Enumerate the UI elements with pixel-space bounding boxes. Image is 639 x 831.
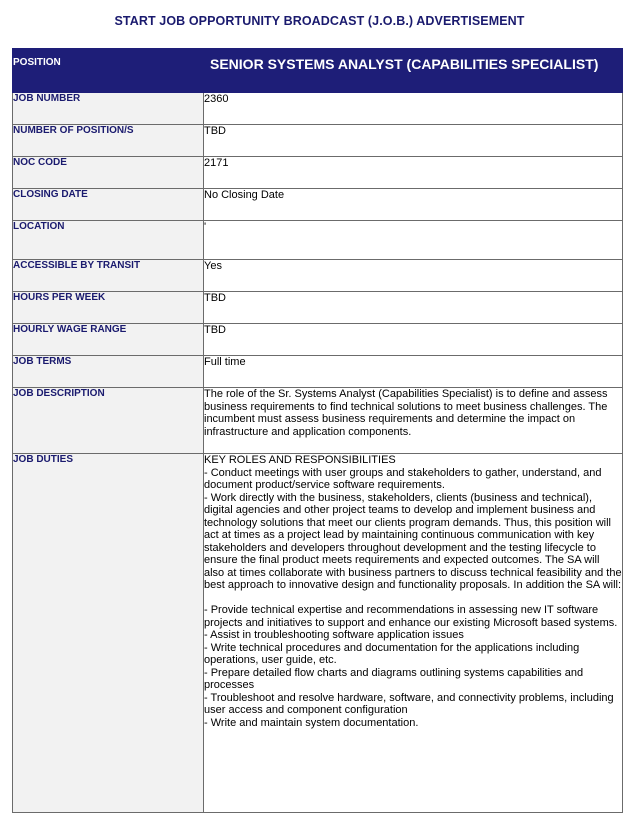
table-row-hours-per-week <box>13 292 623 324</box>
closing-date-label: CLOSING DATE <box>13 189 204 221</box>
closing-date-value: No Closing Date <box>204 189 623 221</box>
job-number-value: 2360 <box>204 93 623 125</box>
table-row-job-number <box>13 93 623 125</box>
accessible-by-transit-label: ACCESSIBLE BY TRANSIT <box>13 260 204 292</box>
noc-code-value: 2171 <box>204 157 623 189</box>
location-label: LOCATION <box>13 221 204 260</box>
table-row-job-description <box>13 388 623 454</box>
table-row-job-terms <box>13 356 623 388</box>
position-label: POSITION <box>13 49 204 93</box>
document-title: START JOB OPPORTUNITY BROADCAST (J.O.B.) ADVERTISEMENT <box>114 14 525 28</box>
number-of-positions-value: TBD <box>204 125 623 157</box>
job-terms-value: Full time <box>204 356 623 388</box>
job-duties-value: KEY ROLES AND RESPONSIBILITIES - Conduct meetings with user groups and stakeholders to gather, understand, and document product/service software requirements. - Work directly with the business, stakeholders, clients (business and technical), digital agencies and other project teams to develop and implement business and technology solutions that meet our clients program demands. Thus, this position will act at times as a project lead by maintaining continuous communication with key stakeholders and developers throughout development and the testing lifecycle to ensure the final product meets requirements and expected outcomes. The SA will also at times collaborate with business partners to discuss technical feasibility and the best approach to innovative design and functionality proposals. In addition the SA will: - Provide technical expertise and recommendations in assessing new IT software projects and initiatives to support and enhance our existing Microsoft based systems. - Assist in troubleshooting software application issues - Write technical procedures and documentation for the applications including operations, user guide, etc. - Prepare detailed flow charts and diagrams outlining systems capabilities and processes - Troubleshoot and resolve hardware, software, and connectivity problems, including user access and component configuration - Write and maintain system documentation. <box>204 454 623 813</box>
position-value: SENIOR SYSTEMS ANALYST (CAPABILITIES SPECIALIST) <box>204 49 623 93</box>
job-description-value: The role of the Sr. Systems Analyst (Capabilities Specialist) is to define and assess business requirements to find technical solutions to meet business challenges. The incumbent must assess business requirements and determine the impact on infrastructure and application components. <box>204 388 623 454</box>
table-row-job-duties <box>13 454 623 813</box>
table-row-number-of-positions <box>13 125 623 157</box>
location-value: ' <box>204 221 623 260</box>
hourly-wage-range-value: TBD <box>204 324 623 356</box>
hours-per-week-label: HOURS PER WEEK <box>13 292 204 324</box>
table-row-accessible-by-transit <box>13 260 623 292</box>
job-description-label: JOB DESCRIPTION <box>13 388 204 454</box>
hourly-wage-range-label: HOURLY WAGE RANGE <box>13 324 204 356</box>
number-of-positions-label: NUMBER OF POSITION/S <box>13 125 204 157</box>
job-number-label: JOB NUMBER <box>13 93 204 125</box>
noc-code-label: NOC CODE <box>13 157 204 189</box>
table-row-noc-code <box>13 157 623 189</box>
table-row-position <box>13 49 623 93</box>
accessible-by-transit-value: Yes <box>204 260 623 292</box>
job-details-table <box>12 48 623 813</box>
hours-per-week-value: TBD <box>204 292 623 324</box>
job-duties-label: JOB DUTIES <box>13 454 204 813</box>
table-row-closing-date <box>13 189 623 221</box>
table-row-location <box>13 221 623 260</box>
table-row-hourly-wage-range <box>13 324 623 356</box>
job-terms-label: JOB TERMS <box>13 356 204 388</box>
